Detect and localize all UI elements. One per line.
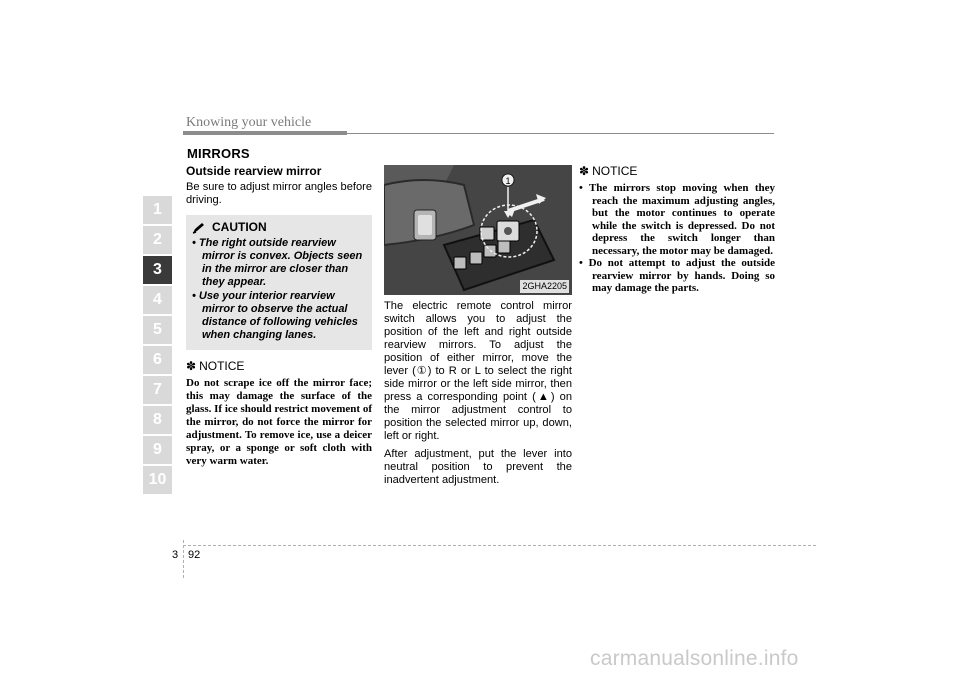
caution-item: • The right outside rearview mirror is convex. Objects seen in the mirror are closer than they appear. xyxy=(192,237,363,288)
chapter-tab-3[interactable]: 3 xyxy=(143,256,172,284)
caution-title: CAUTION xyxy=(212,220,267,234)
chapter-tab-4[interactable]: 4 xyxy=(143,286,172,314)
header-rule-thin xyxy=(347,133,774,134)
notice-title: NOTICE xyxy=(199,359,245,373)
notice-header xyxy=(579,165,775,178)
column-3 xyxy=(579,165,775,295)
figure-code: 2GHA2205 xyxy=(522,281,567,291)
chapter-tabs xyxy=(143,196,173,496)
notice-star-icon: ✽ xyxy=(579,164,590,178)
notice-item: • Do not attempt to adjust the outside rearview mirror by hands. Doing so may damage the parts. xyxy=(579,257,775,294)
notice-header xyxy=(186,360,372,373)
page-number: 92 xyxy=(188,549,201,561)
chapter-tab-9[interactable]: 9 xyxy=(143,436,172,464)
chapter-tab-2[interactable]: 2 xyxy=(143,226,172,254)
column-1 xyxy=(186,165,372,468)
notice-list xyxy=(579,182,775,295)
chapter-tab-10[interactable]: 10 xyxy=(143,466,172,494)
paragraph: The electric remote control mirror switch allows you to adjust the position of the left and right outside rearview mirrors. To adjust the position of either mirror, move the lever (①) to R or L to select the right side mirror or the left side mirror, then press a corresponding point (▲) on the mirror adjustment control to position the selected mirror up, down, left or right. xyxy=(384,300,572,442)
door-panel-illustration xyxy=(384,165,572,295)
caution-box xyxy=(186,215,372,350)
caution-list xyxy=(192,237,364,342)
page-chapter: 3 xyxy=(172,549,179,561)
notice-body: Do not scrape ice off the mirror face; this may damage the surface of the glass. If ice should restrict movement of the mirror, do not force the mirror for adjustment. To remove ice, use a deicer spray, or a sponge or soft cloth with very warm water. xyxy=(186,377,372,467)
chapter-tab-1[interactable]: 1 xyxy=(143,196,172,224)
caution-header xyxy=(192,221,364,234)
chapter-tab-5[interactable]: 5 xyxy=(143,316,172,344)
notice-item: • The mirrors stop moving when they reach the maximum adjusting angles, but the motor continues to operate while the switch is depressed. Do not depress the switch longer than necessary, the motor may be damaged. xyxy=(579,182,775,257)
column-2 xyxy=(384,165,572,492)
caution-item: • Use your interior rearview mirror to observe the actual distance of following vehicles when changing lanes. xyxy=(192,290,358,341)
pencil-icon xyxy=(192,222,206,234)
subsection-title: Outside rearview mirror xyxy=(186,164,322,178)
chapter-tab-8[interactable]: 8 xyxy=(143,406,172,434)
footer-divider xyxy=(183,545,816,546)
switch-description xyxy=(384,300,572,487)
footer-divider-vertical xyxy=(183,540,184,578)
callout-number: 1 xyxy=(505,176,511,186)
mirror-switch-figure xyxy=(384,165,572,295)
notice-body xyxy=(579,182,775,295)
paragraph: After adjustment, put the lever into neutral position to prevent the inadvertent adjustment. xyxy=(384,448,572,486)
chapter-tab-6[interactable]: 6 xyxy=(143,346,172,374)
intro-paragraph: Be sure to adjust mirror angles before driving. xyxy=(186,181,372,206)
section-title: MIRRORS xyxy=(187,146,250,161)
watermark[interactable]: carmanualsonline.info xyxy=(590,647,799,670)
notice-title: NOTICE xyxy=(592,164,638,178)
header-rule-thick xyxy=(183,131,347,135)
chapter-tab-7[interactable]: 7 xyxy=(143,376,172,404)
notice-star-icon: ✽ xyxy=(186,359,197,373)
chapter-title: Knowing your vehicle xyxy=(186,115,312,130)
